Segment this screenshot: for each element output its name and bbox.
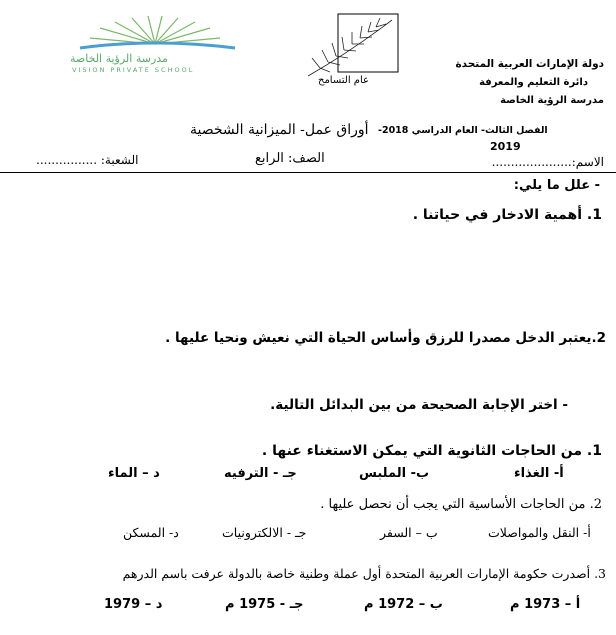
grade-label: الصف: الرابع	[255, 151, 325, 166]
mcq1-option-d: د – الماء	[108, 466, 160, 481]
mcq1-option-a: أ- الغذاء	[514, 466, 564, 481]
mcq1-option-b: ب- الملبس	[359, 466, 430, 481]
mcq3-option-a: أ – 1973 م	[510, 597, 581, 612]
term-year: 2019	[490, 140, 521, 153]
mcq-question-1: 1. من الحاجات الثانوية التي يمكن الاستغناء عنها .	[261, 443, 602, 459]
name-field-label: الاسم:.....................	[491, 155, 604, 169]
mcq3-option-c: جـ - 1975 م	[225, 597, 304, 612]
section1-question-2: 2.يعتبر الدخل مصدرا للرزق وأساس الحياة التي نعيش ونحيا عليها .	[165, 330, 606, 346]
section-field-label: الشعبة: ................	[36, 153, 139, 167]
tolerance-logo-text: عام التسامح	[318, 75, 370, 86]
mcq3-option-b: ب – 1972 م	[364, 597, 443, 612]
header-ministry: دائرة التعليم والمعرفة	[479, 77, 588, 88]
term-line: الفصل الثالث- العام الدراسي 2018-	[378, 125, 548, 136]
mcq3-option-d: د – 1979	[104, 597, 163, 612]
section1-instruction: - علل ما يلي:	[513, 178, 600, 193]
school-logo	[60, 14, 250, 74]
mcq2-option-c: جـ - الالكترونيات	[222, 525, 307, 540]
header-divider	[0, 172, 616, 173]
mcq2-option-d: د- المسكن	[123, 525, 179, 540]
header-country: دولة الإمارات العربية المتحدة	[455, 58, 604, 70]
school-logo-english: VISION PRIVATE SCHOOL	[72, 66, 195, 74]
mcq2-option-a: أ- النقل والمواصلات	[488, 525, 591, 540]
header-school: مدرسة الرؤية الخاصة	[500, 95, 604, 106]
mcq-question-2: 2. من الحاجات الأساسية التي يجب أن نحصل عليها .	[320, 497, 602, 512]
section2-instruction: - اختر الإجابة الصحيحة من بين البدائل التالية.	[270, 397, 568, 413]
section1-question-1: 1. أهمية الادخار في حياتنا .	[412, 207, 602, 223]
worksheet-title: أوراق عمل- الميزانية الشخصية	[190, 122, 369, 138]
mcq2-option-b: ب – السفر	[380, 525, 438, 540]
mcq-question-3: 3. أصدرت حكومة الإمارات العربية المتحدة أول عملة وطنية خاصة بالدولة عرفت باسم الدرهم	[122, 566, 606, 581]
mcq1-option-c: جـ - الترفيه	[224, 466, 297, 481]
school-logo-arabic: مدرسة الرؤية الخاصة	[70, 52, 168, 65]
